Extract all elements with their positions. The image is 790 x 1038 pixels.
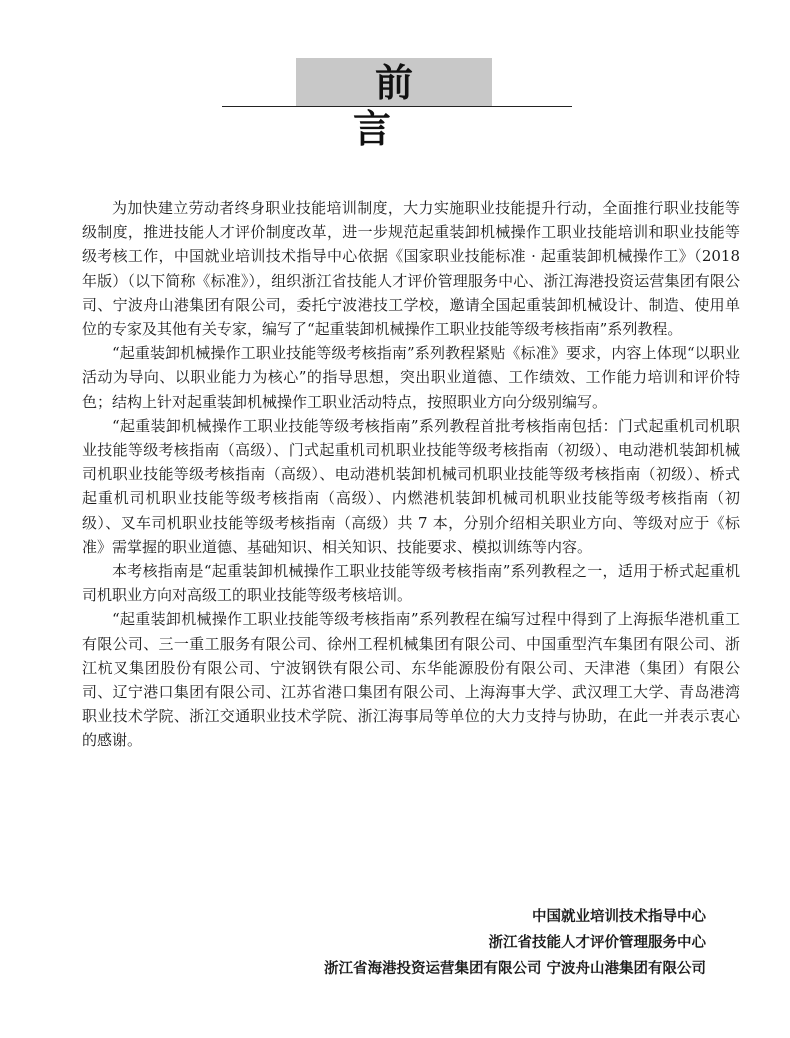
signature-block xyxy=(146,904,706,982)
paragraph-3: “起重装卸机械操作工职业技能等级考核指南”系列教程首批考核指南包括：门式起重机司机职业技能等级考核指南（高级）、门式起重机司机职业技能等级考核指南（初级）、电动港机装卸机械司机职业技能等级考核指南（高级）、电动港机装卸机械司机职业技能等级考核指南（初级）、桥式起重机司机职业技能等级考核指南（高级）、内燃港机装卸机械司机职业技能等级考核指南（初级）、叉车司机职业技能等级考核指南（高级）共 7 本，分别介绍相关职业方向、等级对应于《标准》需掌握的职业道德、基础知识、相关知识、技能要求、模拟训练等内容。 xyxy=(82,416,740,556)
title-underline xyxy=(222,106,572,107)
paragraph-1: 为加快建立劳动者终身职业技能培训制度，大力实施职业技能提升行动，全面推行职业技能等级制度，推进技能人才评价制度改革，进一步规范起重装卸机械操作工职业技能培训和职业技能等级考核工作，中国就业培训技术指导中心依据《国家职业技能标准 · 起重装卸机械操作工》（2018 年版）（以下简称《标准》），组织浙江省技能人才评价管理服务中心、浙江海港投资运营集团有限公司、宁波舟山港集团有限公司，委托宁波港技工学校，邀请全国起重装卸机械设计、制造、使用单位的专家及其他有关专家，编写了“起重装卸机械操作工职业技能等级考核指南”系列教程。 xyxy=(82,199,740,339)
signature-line-1: 中国就业培训技术指导中心 xyxy=(532,909,706,925)
preface-body xyxy=(82,196,740,753)
signature-line-3: 浙江省海港投资运营集团有限公司 宁波舟山港集团有限公司 xyxy=(323,961,706,977)
signature-line-2: 浙江省技能人才评价管理服务中心 xyxy=(488,935,706,951)
paragraph-2: “起重装卸机械操作工职业技能等级考核指南”系列教程紧贴《标准》要求，内容上体现“以职业活动为导向、以职业能力为核心”的指导思想，突出职业道德、工作绩效、工作能力培训和评价特色；结构上针对起重装卸机械操作工职业活动特点，按照职业方向分级别编写。 xyxy=(82,344,740,411)
paragraph-4: 本考核指南是“起重装卸机械操作工职业技能等级考核指南”系列教程之一，适用于桥式起重机司机职业方向对高级工的职业技能等级考核培训。 xyxy=(82,562,740,605)
title-area xyxy=(0,58,790,151)
page-title: 前 言 xyxy=(352,61,457,151)
paragraph-5: “起重装卸机械操作工职业技能等级考核指南”系列教程在编写过程中得到了上海振华港机重工有限公司、三一重工服务有限公司、徐州工程机械集团有限公司、中国重型汽车集团有限公司、浙江杭叉集团股份有限公司、宁波钢铁有限公司、东华能源股份有限公司、天津港（集团）有限公司、辽宁港口集团有限公司、江苏省港口集团有限公司、上海海事大学、武汉理工大学、青岛港湾职业技术学院、浙江交通职业技术学院、浙江海事局等单位的大力支持与协助，在此一并表示衷心的感谢。 xyxy=(82,610,740,750)
